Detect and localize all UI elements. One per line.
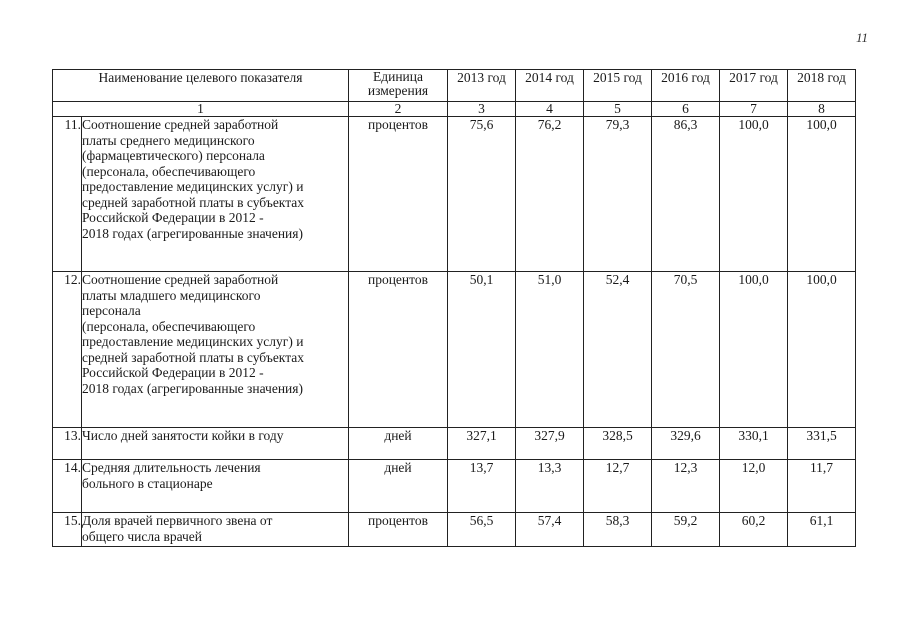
indicator-name: [82, 117, 349, 272]
value-cell: 100,0: [720, 272, 788, 428]
value-cell: 51,0: [516, 272, 584, 428]
column-number: 6: [652, 102, 720, 117]
indicator-name-line: платы младшего медицинского: [82, 287, 261, 303]
value-cell: 76,2: [516, 117, 584, 272]
unit-cell: дней: [349, 428, 448, 460]
column-number: 8: [788, 102, 856, 117]
header-indicator-name: Наименование целевого показателя: [53, 70, 349, 102]
indicator-name-line: (фармацевтического) персонала: [82, 148, 265, 163]
value-cell: 12,3: [652, 460, 720, 513]
indicator-name-line: (персонала, обеспечивающего: [82, 318, 256, 334]
row-number: 15.: [53, 513, 82, 547]
value-cell: 70,5: [652, 272, 720, 428]
table-row: [53, 117, 856, 272]
value-cell: 12,7: [584, 460, 652, 513]
value-cell: 328,5: [584, 428, 652, 460]
header-year: 2013 год: [448, 70, 516, 102]
value-cell: 329,6: [652, 428, 720, 460]
value-cell: 79,3: [584, 117, 652, 272]
table-header-row: [53, 70, 856, 102]
value-cell: 12,0: [720, 460, 788, 513]
value-cell: 59,2: [652, 513, 720, 547]
indicators-table: [52, 69, 856, 547]
indicator-name-line: платы среднего медицинского: [82, 132, 255, 148]
page-number-mark: 11: [856, 30, 869, 45]
value-cell: 50,1: [448, 272, 516, 428]
indicator-name-line: персонала: [82, 303, 141, 318]
value-cell: 13,7: [448, 460, 516, 513]
column-number: 4: [516, 102, 584, 117]
indicator-name-line: 2018 годах (агрегированные значения): [82, 380, 303, 396]
indicator-name-line: предоставление медицинских услуг) и: [82, 334, 304, 349]
indicator-name-line: общего числа врачей: [82, 528, 203, 544]
indicator-name-line: средней заработной платы в субъектах: [82, 194, 304, 210]
column-number-row: [53, 102, 856, 117]
value-cell: 75,6: [448, 117, 516, 272]
indicator-name-line: (персонала, обеспечивающего: [82, 163, 256, 179]
value-cell: 52,4: [584, 272, 652, 428]
header-year: 2015 год: [584, 70, 652, 102]
value-cell: 86,3: [652, 117, 720, 272]
header-year: 2018 год: [788, 70, 856, 102]
unit-cell: дней: [349, 460, 448, 513]
value-cell: 58,3: [584, 513, 652, 547]
unit-cell: процентов: [349, 117, 448, 272]
column-number: 1: [53, 102, 349, 117]
indicator-name-line: Доля врачей первичного звена от: [82, 513, 273, 528]
column-number: 2: [349, 102, 448, 117]
indicator-name-line: Российской Федерации в 2012 -: [82, 365, 264, 380]
value-cell: 60,2: [720, 513, 788, 547]
value-cell: 11,7: [788, 460, 856, 513]
indicator-name-line: Средняя длительность лечения: [82, 460, 261, 475]
unit-cell: процентов: [349, 272, 448, 428]
column-number: 7: [720, 102, 788, 117]
column-number: 5: [584, 102, 652, 117]
value-cell: 100,0: [720, 117, 788, 272]
value-cell: 331,5: [788, 428, 856, 460]
row-number: 14.: [53, 460, 82, 513]
table-row: [53, 460, 856, 513]
row-number: 13.: [53, 428, 82, 460]
column-number: 3: [448, 102, 516, 117]
value-cell: 330,1: [720, 428, 788, 460]
indicator-name-line: средней заработной платы в субъектах: [82, 349, 304, 365]
value-cell: 56,5: [448, 513, 516, 547]
indicator-name-line: больного в стационаре: [82, 475, 213, 491]
value-cell: 57,4: [516, 513, 584, 547]
value-cell: 327,1: [448, 428, 516, 460]
table-row: [53, 272, 856, 428]
table-row: [53, 428, 856, 460]
table-row: [53, 513, 856, 547]
indicator-name-line: предоставление медицинских услуг) и: [82, 179, 304, 194]
indicator-name-line: Соотношение средней заработной: [82, 117, 279, 132]
value-cell: 100,0: [788, 117, 856, 272]
indicator-name-line: Соотношение средней заработной: [82, 272, 279, 287]
value-cell: 61,1: [788, 513, 856, 547]
row-number: 12.: [53, 272, 82, 428]
value-cell: 100,0: [788, 272, 856, 428]
header-year: 2014 год: [516, 70, 584, 102]
value-cell: 13,3: [516, 460, 584, 513]
indicator-name: [82, 513, 349, 547]
header-year: 2016 год: [652, 70, 720, 102]
header-unit: Единица измерения: [349, 70, 448, 102]
unit-cell: процентов: [349, 513, 448, 547]
indicator-name: [82, 460, 349, 513]
value-cell: 327,9: [516, 428, 584, 460]
indicator-name-line: 2018 годах (агрегированные значения): [82, 225, 303, 241]
header-year: 2017 год: [720, 70, 788, 102]
indicator-name-line: Число дней занятости койки в году: [82, 428, 284, 443]
indicator-name-line: Российской Федерации в 2012 -: [82, 210, 264, 225]
row-number: 11.: [53, 117, 82, 272]
indicator-name: [82, 428, 349, 460]
indicator-name: [82, 272, 349, 428]
